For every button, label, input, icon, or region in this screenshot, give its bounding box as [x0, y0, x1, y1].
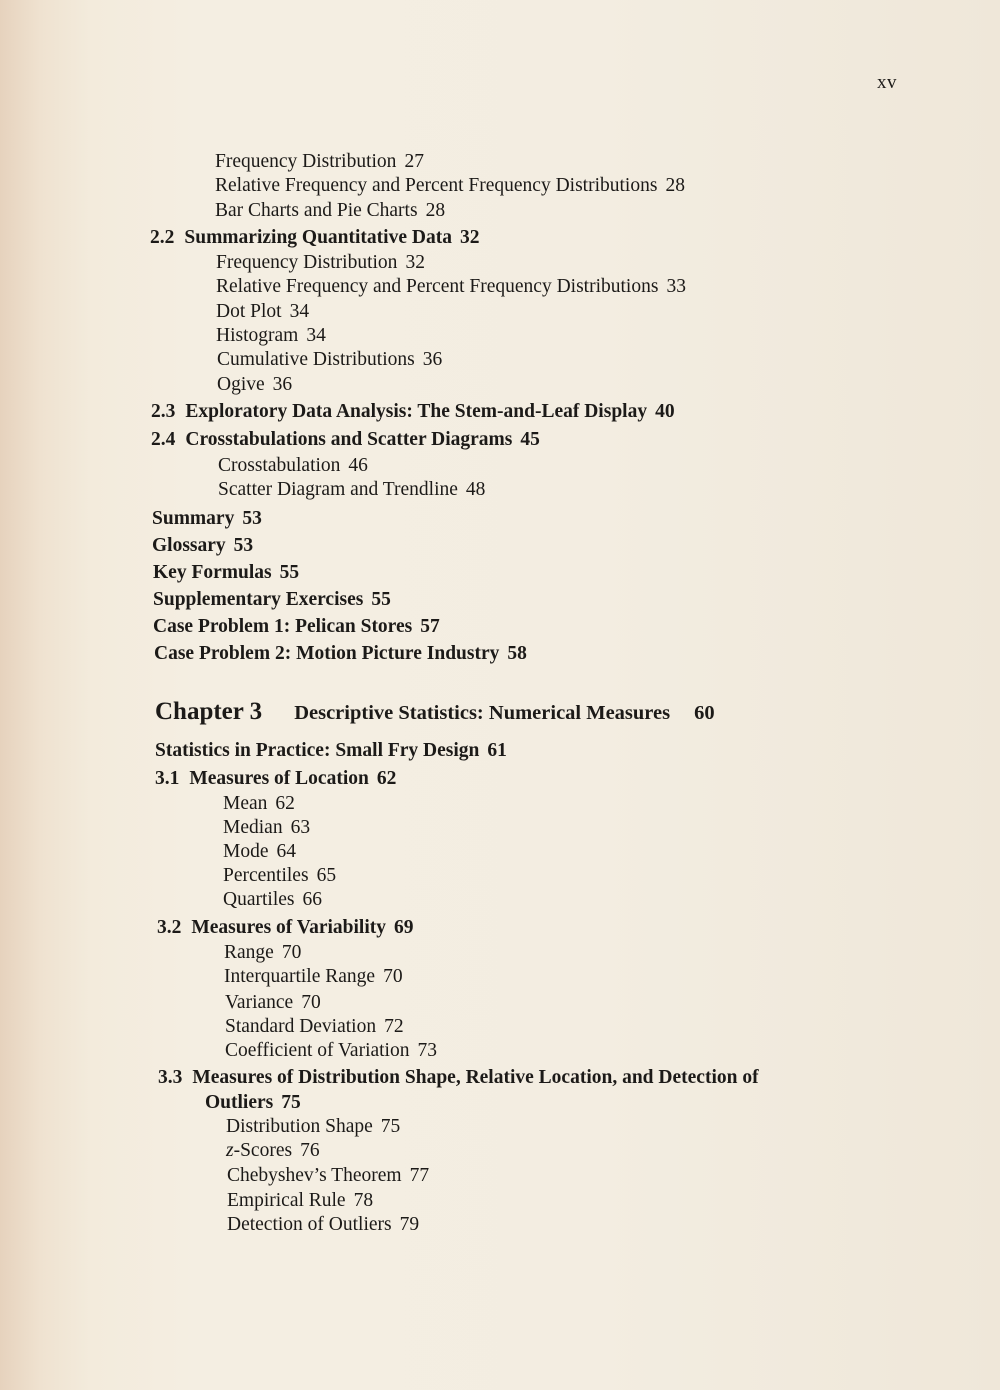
toc-entry: Quartiles 66 [223, 889, 322, 910]
toc-entry: Detection of Outliers 79 [227, 1214, 420, 1235]
toc-matter: Glossary 53 [152, 535, 254, 556]
toc-entry: Standard Deviation 72 [225, 1016, 404, 1037]
toc-entry: Histogram 34 [216, 325, 326, 346]
toc-entry: Frequency Distribution 27 [215, 151, 424, 172]
page-number: xv [877, 72, 897, 93]
toc-section: 2.2 Summarizing Quantitative Data 32 [150, 227, 480, 248]
toc-entry: Mode 64 [223, 841, 296, 862]
toc-entry: Distribution Shape 75 [226, 1116, 401, 1137]
toc-section: 2.4 Crosstabulations and Scatter Diagrams 45 [151, 429, 540, 450]
toc-entry: Mean 62 [223, 793, 295, 814]
toc-entry: Range 70 [224, 942, 302, 963]
toc-matter: Supplementary Exercises 55 [153, 589, 391, 610]
toc-section-continued: Outliers 75 [205, 1092, 301, 1113]
toc-section: 3.2 Measures of Variability 69 [157, 917, 414, 938]
toc-matter: Case Problem 1: Pelican Stores 57 [153, 616, 440, 637]
toc-matter: Key Formulas 55 [153, 562, 300, 583]
toc-entry: Frequency Distribution 32 [216, 252, 425, 273]
toc-entry: Dot Plot 34 [216, 301, 310, 322]
toc-entry: Empirical Rule 78 [227, 1190, 374, 1211]
toc-matter: Case Problem 2: Motion Picture Industry 58 [154, 643, 527, 664]
toc-section: 3.1 Measures of Location 62 [155, 768, 397, 789]
toc-entry: Crosstabulation 46 [218, 455, 368, 476]
toc-entry: Relative Frequency and Percent Frequency Distributions 33 [216, 276, 686, 297]
toc-entry: Scatter Diagram and Trendline 48 [218, 479, 486, 500]
toc-section: 3.3 Measures of Distribution Shape, Relative Location, and Detection of [158, 1067, 759, 1088]
chapter-heading: Chapter 3 Descriptive Statistics: Numerical Measures 60 [155, 698, 715, 725]
toc-entry: Cumulative Distributions 36 [217, 349, 443, 370]
toc-entry: Bar Charts and Pie Charts 28 [215, 200, 446, 221]
toc-entry: Percentiles 65 [223, 865, 337, 886]
toc-entry: z-Scores 76 [226, 1140, 320, 1161]
toc-entry: Interquartile Range 70 [224, 966, 403, 987]
toc-entry: Coefficient of Variation 73 [225, 1040, 437, 1061]
toc-section: 2.3 Exploratory Data Analysis: The Stem-and-Leaf Display 40 [151, 401, 675, 422]
toc-matter: Summary 53 [152, 508, 262, 529]
toc-matter: Statistics in Practice: Small Fry Design 61 [155, 740, 507, 761]
toc-entry: Chebyshev’s Theorem 77 [227, 1165, 430, 1186]
toc-entry: Variance 70 [225, 992, 321, 1013]
toc-entry: Ogive 36 [217, 374, 293, 395]
toc-entry: Median 63 [223, 817, 311, 838]
toc-entry: Relative Frequency and Percent Frequency Distributions 28 [215, 175, 685, 196]
